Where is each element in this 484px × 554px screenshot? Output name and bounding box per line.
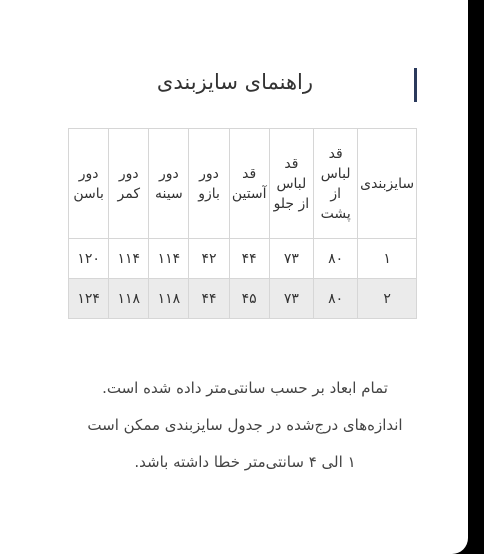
table-cell: ۷۳ — [269, 239, 313, 279]
note-line: تمام ابعاد بر حسب سانتی‌متر داده شده است. — [102, 379, 388, 397]
table-cell: ۱۱۸ — [109, 279, 149, 319]
table-cell: ۴۴ — [229, 239, 269, 279]
note-line: ۱ الی ۴ سانتی‌متر خطا داشته باشد. — [134, 453, 356, 471]
table-cell: ۴۴ — [189, 279, 229, 319]
table-cell: ۲ — [358, 279, 417, 319]
table-cell: ۴۲ — [189, 239, 229, 279]
table-cell: ۱ — [358, 239, 417, 279]
table-cell: ۱۱۴ — [109, 239, 149, 279]
note-line: اندازه‌های درج‌شده در جدول سایزبندی ممکن است — [87, 416, 403, 434]
size-notes — [60, 370, 430, 481]
table-cell: ۱۱۴ — [149, 239, 189, 279]
column-header-chest-circumference: دور سینه — [149, 129, 189, 239]
size-table — [68, 128, 417, 319]
title-accent-bar — [414, 68, 417, 102]
column-header-front-length: قد لباس از جلو — [269, 129, 313, 239]
page-title: راهنمای سایزبندی — [156, 70, 313, 94]
table-cell: ۱۲۰ — [69, 239, 109, 279]
column-header-back-length: قد لباس از پشت — [314, 129, 358, 239]
table-cell: ۱۲۴ — [69, 279, 109, 319]
column-header-size: سایزبندی — [358, 129, 417, 239]
table-header-row — [69, 129, 417, 239]
table-cell: ۴۵ — [229, 279, 269, 319]
column-header-hip-circumference: دور باسن — [69, 129, 109, 239]
size-guide-header — [0, 64, 468, 104]
column-header-arm-circumference: دور بازو — [189, 129, 229, 239]
table-cell: ۷۳ — [269, 279, 313, 319]
table-cell: ۸۰ — [314, 239, 358, 279]
table-cell: ۱۱۸ — [149, 279, 189, 319]
table-cell: ۸۰ — [314, 279, 358, 319]
column-header-waist-circumference: دور کمر — [109, 129, 149, 239]
table-row — [69, 279, 417, 319]
table-row — [69, 239, 417, 279]
column-header-sleeve-length: قد آستین — [229, 129, 269, 239]
